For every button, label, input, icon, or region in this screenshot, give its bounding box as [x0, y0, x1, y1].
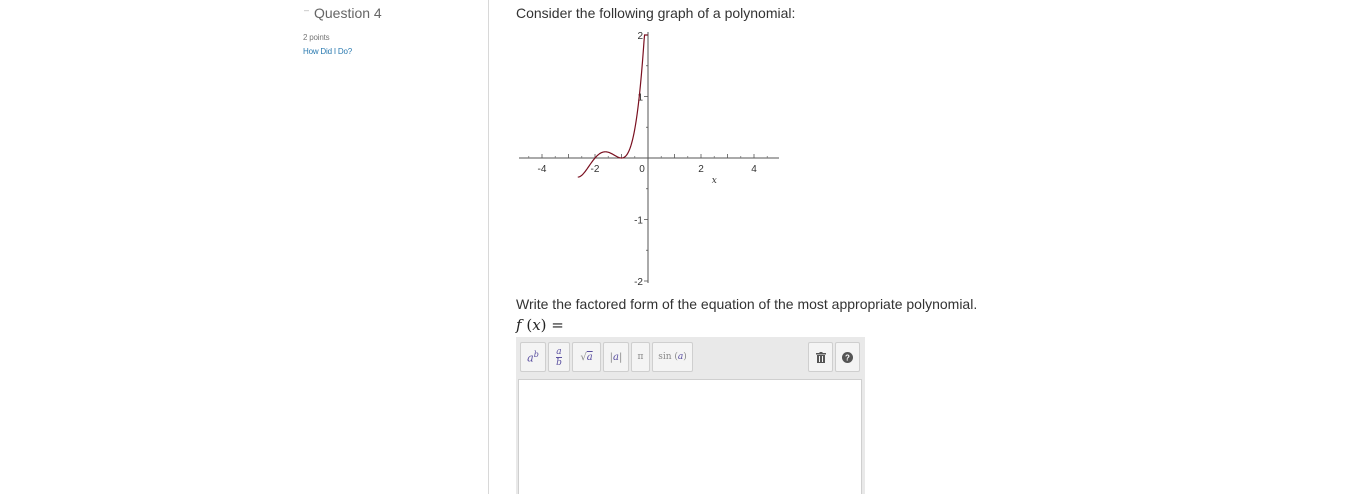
svg-text:?: ? [845, 353, 850, 362]
polynomial-curve [578, 35, 648, 177]
abs-icon: |a| [609, 351, 623, 363]
x-tick-label: 4 [751, 164, 757, 175]
abs-button[interactable] [603, 342, 629, 372]
x-axis-label: x [711, 176, 717, 186]
help-button[interactable] [835, 342, 860, 372]
graph-tick-labels [538, 31, 758, 288]
question-sidebar [0, 0, 488, 494]
collapse-dash-icon[interactable]: – [304, 5, 310, 15]
graph-axes [519, 32, 779, 283]
sqrt-button[interactable] [572, 342, 601, 372]
y-tick-label: -1 [634, 215, 643, 227]
clear-button[interactable] [808, 342, 833, 372]
x-tick-label: -4 [537, 164, 547, 175]
trash-icon [816, 352, 826, 363]
pi-icon: π [637, 352, 644, 362]
y-tick-label: 1 [637, 92, 643, 104]
question-intro: Consider the following graph of a polynomial: [516, 5, 796, 21]
superscript-icon: $a^b$ [527, 349, 539, 365]
how-did-i-do-link[interactable]: How Did I Do? [303, 47, 352, 56]
fraction-icon: a b [556, 346, 562, 368]
help-icon [842, 352, 853, 363]
math-editor [516, 337, 865, 494]
x-tick-label: -2 [590, 164, 600, 175]
sin-button[interactable] [652, 342, 693, 372]
panel-divider [488, 0, 489, 494]
sqrt-icon: √a [580, 351, 593, 363]
x-tick-label: 0 [639, 164, 645, 175]
superscript-button[interactable] [520, 342, 546, 372]
fraction-button[interactable] [548, 342, 570, 372]
sin-icon: sin (a) [658, 352, 687, 362]
question-instruction: Write the factored form of the equation of the most appropriate polynomial. [516, 296, 978, 312]
y-tick-label: 2 [637, 31, 643, 42]
pi-button[interactable] [631, 342, 650, 372]
y-tick-label: -2 [634, 277, 643, 288]
function-label: f (x) = [516, 316, 564, 334]
x-tick-label: 2 [698, 164, 704, 175]
question-title: Question 4 [314, 5, 382, 21]
question-points: 2 points [303, 33, 330, 42]
answer-input-area[interactable] [518, 379, 862, 494]
polynomial-graph [516, 26, 786, 288]
